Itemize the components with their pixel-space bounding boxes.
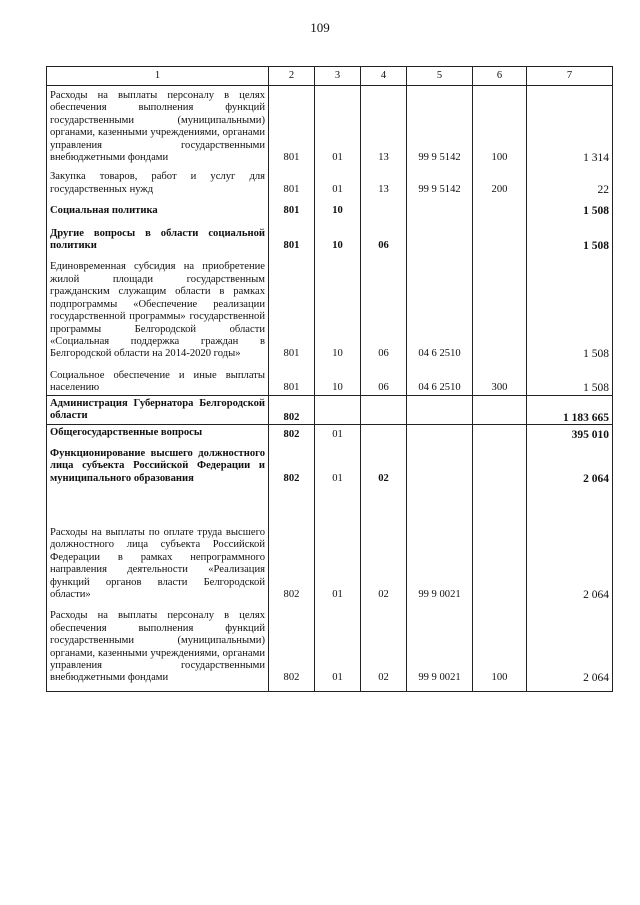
row-sum: 395 010 bbox=[527, 425, 613, 442]
row-sum: 22 bbox=[527, 164, 613, 196]
row-vr bbox=[473, 196, 527, 217]
row-rz: 01 bbox=[315, 425, 361, 442]
row-csr bbox=[407, 218, 473, 253]
row-vr: 100 bbox=[473, 86, 527, 165]
row-csr: 04 6 2510 bbox=[407, 252, 473, 360]
row-rz: 01 bbox=[315, 442, 361, 485]
header-cell: 3 bbox=[315, 67, 361, 86]
row-pr: 06 bbox=[361, 361, 407, 395]
table-row bbox=[47, 218, 613, 253]
row-sum: 1 314 bbox=[527, 86, 613, 165]
header-cell: 7 bbox=[527, 67, 613, 86]
table-row bbox=[47, 425, 613, 442]
row-rz: 01 bbox=[315, 164, 361, 196]
row-sum: 1 508 bbox=[527, 218, 613, 253]
row-csr: 99 9 5142 bbox=[407, 164, 473, 196]
table-row bbox=[47, 164, 613, 196]
row-pr: 02 bbox=[361, 442, 407, 485]
row-pr bbox=[361, 395, 407, 425]
row-pr bbox=[361, 425, 407, 442]
row-sum: 2 064 bbox=[527, 442, 613, 485]
table-header bbox=[47, 67, 613, 86]
row-name: Социальная политика bbox=[47, 196, 269, 217]
page-number: 109 bbox=[310, 20, 330, 35]
row-name: Единовременная субсидия на приобретение жилой площади государственным гражданским служащим области в рамках подпрограммы «Обеспечение реализации государственной программы» государственной программы Белгородской области «Социальная поддержка граждан в Белгородской области на 2014-2020 годы» bbox=[47, 252, 269, 360]
row-vr: 200 bbox=[473, 164, 527, 196]
row-ved: 801 bbox=[269, 86, 315, 165]
row-rz: 01 bbox=[315, 485, 361, 601]
row-ved: 801 bbox=[269, 252, 315, 360]
row-ved: 802 bbox=[269, 442, 315, 485]
table-row bbox=[47, 86, 613, 165]
row-pr: 13 bbox=[361, 86, 407, 165]
row-csr bbox=[407, 425, 473, 442]
row-rz: 10 bbox=[315, 196, 361, 217]
table-row bbox=[47, 442, 613, 485]
row-sum: 1 508 bbox=[527, 252, 613, 360]
table-row bbox=[47, 601, 613, 691]
row-csr: 99 9 5142 bbox=[407, 86, 473, 165]
row-vr: 300 bbox=[473, 361, 527, 395]
row-rz bbox=[315, 395, 361, 425]
table-row bbox=[47, 361, 613, 395]
row-name: Расходы на выплаты персоналу в целях обеспечения выполнения функций государственными (муниципальными) органами, казенными учреждениями, органами управления государственными внебюджетными фондами bbox=[47, 86, 269, 165]
row-ved: 801 bbox=[269, 164, 315, 196]
row-sum: 2 064 bbox=[527, 485, 613, 601]
row-name: Расходы на выплаты персоналу в целях обеспечения выполнения функций государственными (муниципальными) органами, казенными учреждениями, органами управления государственными внебюджетными фондами bbox=[47, 601, 269, 691]
row-rz: 10 bbox=[315, 218, 361, 253]
row-rz: 10 bbox=[315, 252, 361, 360]
table-row bbox=[47, 485, 613, 601]
row-vr bbox=[473, 425, 527, 442]
row-csr: 04 6 2510 bbox=[407, 361, 473, 395]
row-rz: 01 bbox=[315, 601, 361, 691]
row-vr: 100 bbox=[473, 601, 527, 691]
row-name: Общегосударственные вопросы bbox=[47, 425, 269, 442]
row-ved: 801 bbox=[269, 361, 315, 395]
table-row bbox=[47, 395, 613, 425]
row-csr bbox=[407, 196, 473, 217]
row-pr: 06 bbox=[361, 218, 407, 253]
row-sum: 1 508 bbox=[527, 361, 613, 395]
row-sum: 2 064 bbox=[527, 601, 613, 691]
row-ved: 802 bbox=[269, 395, 315, 425]
row-name: Социальное обеспечение и иные выплаты населению bbox=[47, 361, 269, 395]
row-pr bbox=[361, 196, 407, 217]
row-name: Функционирование высшего должностного лица субъекта Российской Федерации и муниципального образования bbox=[47, 442, 269, 485]
row-pr: 02 bbox=[361, 485, 407, 601]
row-pr: 13 bbox=[361, 164, 407, 196]
header-cell: 1 bbox=[47, 67, 269, 86]
header-cell: 6 bbox=[473, 67, 527, 86]
row-name: Закупка товаров, работ и услуг для государственных нужд bbox=[47, 164, 269, 196]
row-sum: 1 508 bbox=[527, 196, 613, 217]
row-ved: 802 bbox=[269, 485, 315, 601]
header-cell: 2 bbox=[269, 67, 315, 86]
row-pr: 06 bbox=[361, 252, 407, 360]
budget-table bbox=[46, 66, 613, 692]
row-pr: 02 bbox=[361, 601, 407, 691]
row-csr: 99 9 0021 bbox=[407, 601, 473, 691]
row-rz: 01 bbox=[315, 86, 361, 165]
table-row bbox=[47, 196, 613, 217]
row-name: Другие вопросы в области социальной политики bbox=[47, 218, 269, 253]
row-vr bbox=[473, 218, 527, 253]
row-ved: 802 bbox=[269, 601, 315, 691]
row-vr bbox=[473, 442, 527, 485]
header-cell: 5 bbox=[407, 67, 473, 86]
row-vr bbox=[473, 485, 527, 601]
row-csr: 99 9 0021 bbox=[407, 485, 473, 601]
row-csr bbox=[407, 442, 473, 485]
row-rz: 10 bbox=[315, 361, 361, 395]
row-name: Администрация Губернатора Белгородской области bbox=[47, 395, 269, 425]
row-name: Расходы на выплаты по оплате труда высшего должностного лица субъекта Российской Федерации в рамках непрограммного направления деятельности «Реализация функций органов власти Белгородской области» bbox=[47, 485, 269, 601]
header-cell: 4 bbox=[361, 67, 407, 86]
row-ved: 801 bbox=[269, 218, 315, 253]
row-csr bbox=[407, 395, 473, 425]
row-sum: 1 183 665 bbox=[527, 395, 613, 425]
row-vr bbox=[473, 395, 527, 425]
row-vr bbox=[473, 252, 527, 360]
table-row bbox=[47, 252, 613, 360]
row-ved: 802 bbox=[269, 425, 315, 442]
row-ved: 801 bbox=[269, 196, 315, 217]
